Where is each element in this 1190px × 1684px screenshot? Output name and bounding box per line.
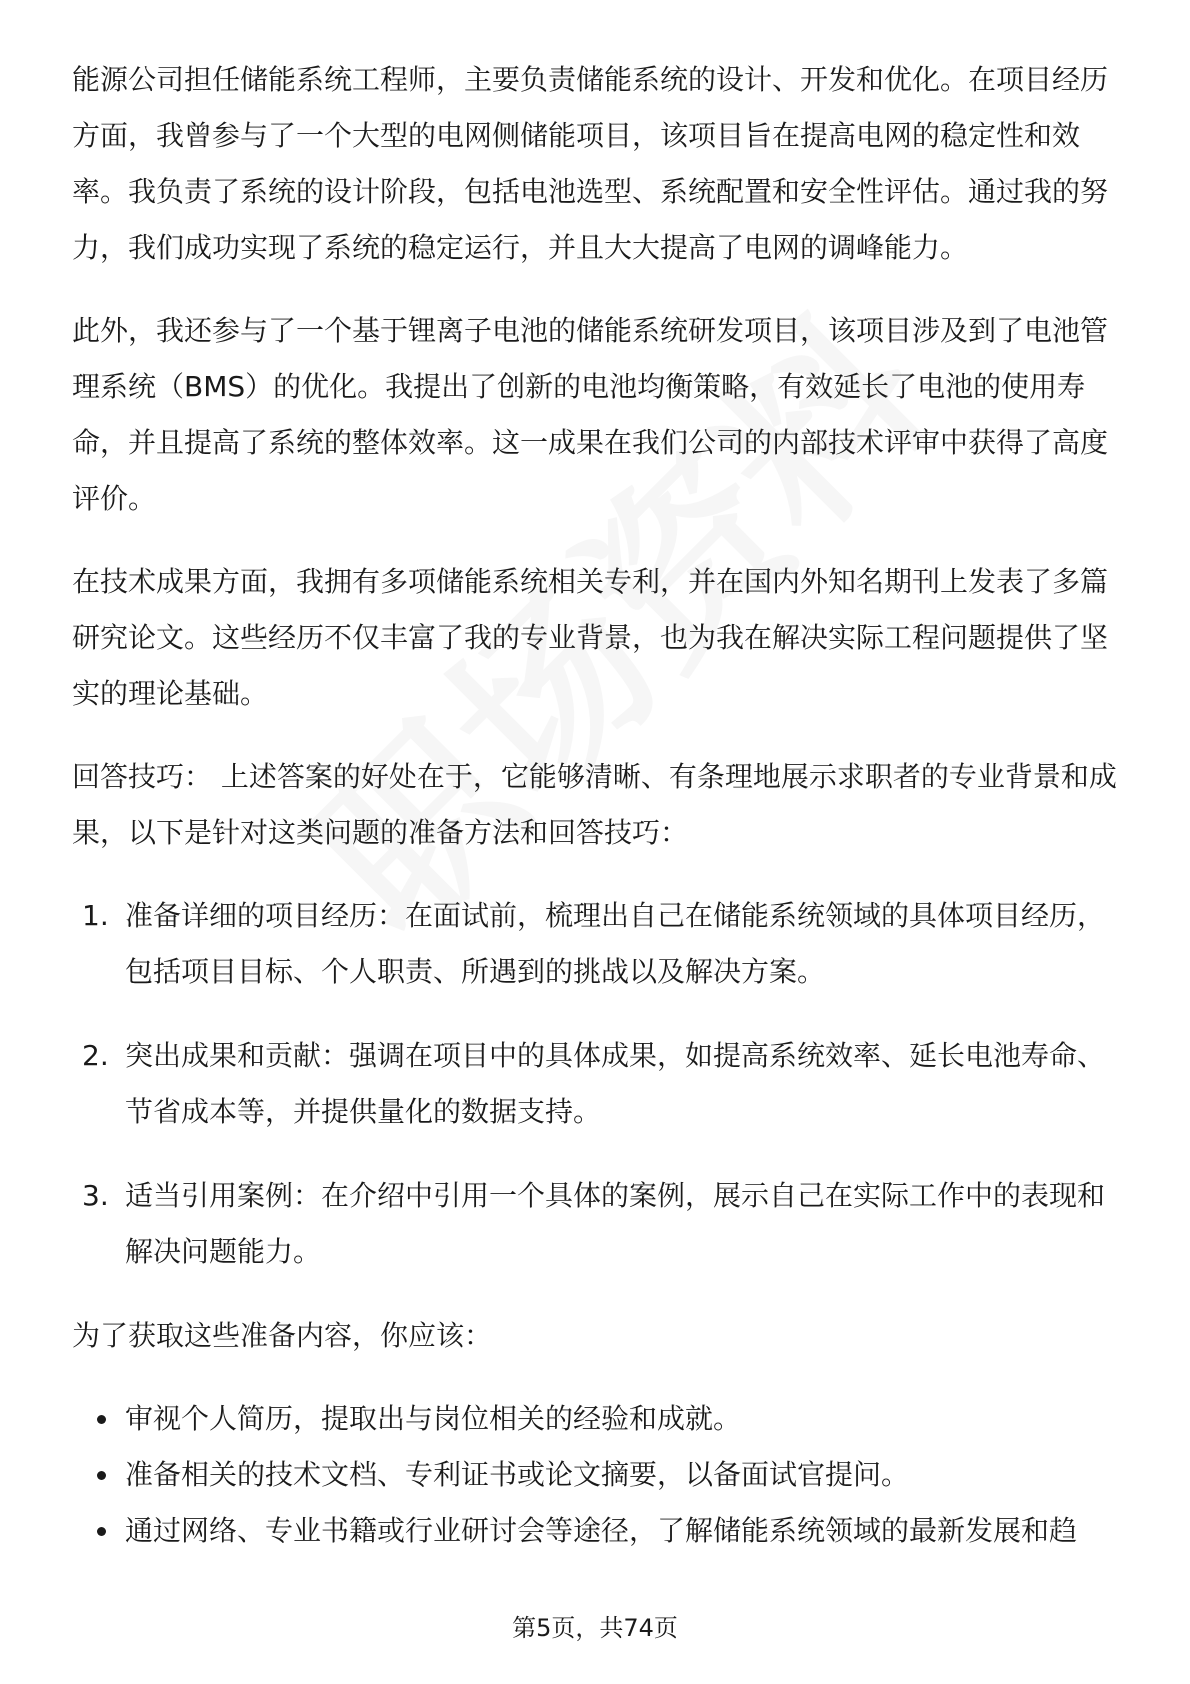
bullet-text: 审视个人简历，提取出与岗位相关的经验和成就。 [125,1402,742,1435]
list-item [72,1028,1122,1140]
bullet-text: 准备相关的技术文档、专利证书或论文摘要，以备面试官提问。 [125,1458,910,1491]
paragraph-3: 在技术成果方面，我拥有多项储能系统相关专利，并在国内外知名期刊上发表了多篇研究论文。这些经历不仅丰富了我的专业背景，也为我在解决实际工程问题提供了坚实的理论基础。 [72,565,1109,710]
bullet-item [72,1503,1122,1559]
bullet-list [72,1391,1122,1559]
answer-tips-paragraph: 回答技巧： 上述答案的好处在于，它能够清晰、有条理地展示求职者的专业背景和成果，以下是针对这类问题的准备方法和回答技巧： [72,760,1117,849]
document-body [72,52,1122,1559]
list-item [72,888,1122,1000]
page-number-footer: 第5页，共74页 [512,1614,678,1642]
paragraph-1: 能源公司担任储能系统工程师，主要负责储能系统的设计、开发和优化。在项目经历方面，我曾参与了一个大型的电网侧储能项目，该项目旨在提高电网的稳定性和效率。我负责了系统的设计阶段，包括电池选型、系统配置和安全性评估。通过我的努力，我们成功实现了系统的稳定运行，并且大大提高了电网的调峰能力。 [72,63,1109,264]
bullet-item [72,1391,1122,1447]
numbered-list [72,888,1122,1280]
list-item [72,1168,1122,1280]
list-number: 1. [82,899,109,932]
bullet-dot-icon [97,1527,106,1536]
list-number: 3. [82,1179,109,1212]
bullet-dot-icon [97,1415,106,1424]
bullet-item [72,1447,1122,1503]
list-number: 2. [82,1039,109,1072]
list-item-text: 准备详细的项目经历：在面试前，梳理出自己在储能系统领域的具体项目经历，包括项目目标、个人职责、所遇到的挑战以及解决方案。 [125,899,1106,988]
list-item-text: 适当引用案例：在介绍中引用一个具体的案例，展示自己在实际工作中的表现和解决问题能力。 [125,1179,1106,1268]
bullet-text: 通过网络、专业书籍或行业研讨会等途径，了解储能系统领域的最新发展和趋 [125,1514,1078,1547]
list-item-text: 突出成果和贡献：强调在项目中的具体成果，如提高系统效率、延长电池寿命、节省成本等，并提供量化的数据支持。 [125,1039,1106,1128]
paragraph-2: 此外，我还参与了一个基于锂离子电池的储能系统研发项目，该项目涉及到了电池管理系统（BMS）的优化。我提出了创新的电池均衡策略，有效延长了电池的使用寿命，并且提高了系统的整体效率。这一成果在我们公司的内部技术评审中获得了高度评价。 [72,314,1109,515]
bullet-dot-icon [97,1471,106,1480]
bullet-intro: 为了获取这些准备内容，你应该： [72,1319,493,1352]
